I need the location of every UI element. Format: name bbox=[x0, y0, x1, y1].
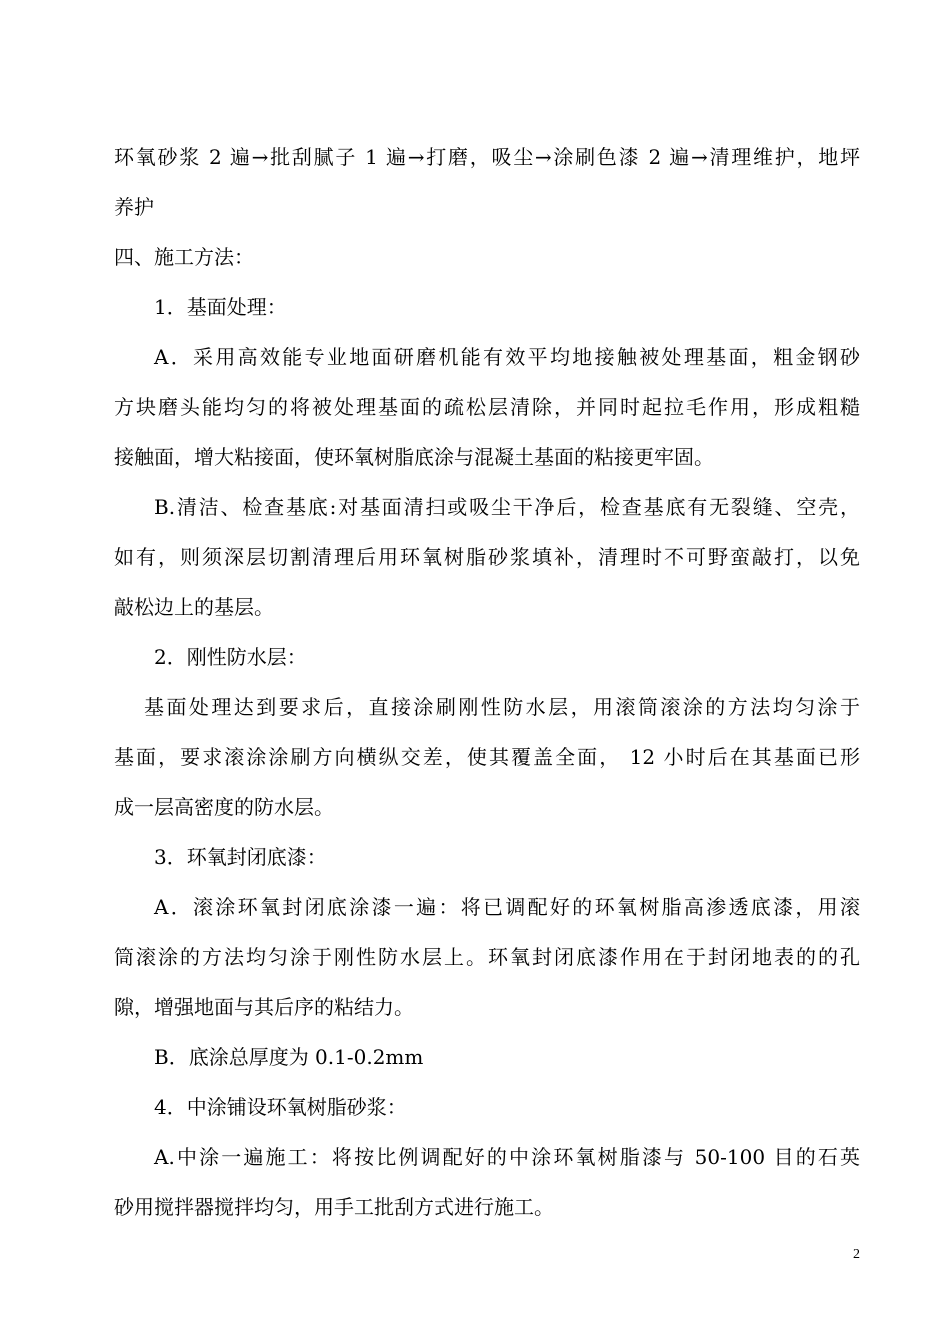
body-text-line: 方块磨头能均匀的将被处理基面的疏松层清除，并同时起拉毛作用，形成粗糙 bbox=[114, 395, 860, 419]
body-text-line: 砂用搅拌器搅拌均匀，用手工批刮方式进行施工。 bbox=[114, 1195, 554, 1219]
body-text-line: 基面，要求滚涂涂刷方向横纵交差，使其覆盖全面， 12 小时后在其基面已形 bbox=[114, 745, 860, 769]
body-text-line: 养护 bbox=[114, 195, 154, 219]
body-text-line: 环氧砂浆 2 遍→批刮腻子 1 遍→打磨，吸尘→涂刷色漆 2 遍→清理维护，地坪 bbox=[114, 145, 860, 169]
body-text-line: 筒滚涂的方法均匀涂于刚性防水层上。环氧封闭底漆作用在于封闭地表的的孔 bbox=[114, 945, 860, 969]
body-text-line: B．底涂总厚度为 0.1-0.2mm bbox=[154, 1045, 424, 1069]
subsection-heading: 4．中涂铺设环氧树脂砂浆： bbox=[154, 1095, 407, 1119]
body-text-line: 如有，则须深层切割清理后用环氧树脂砂浆填补，清理时不可野蛮敲打，以免 bbox=[114, 545, 860, 569]
page-number: 2 bbox=[853, 1247, 860, 1262]
body-text-line: A．滚涂环氧封闭底涂漆一遍：将已调配好的环氧树脂高渗透底漆，用滚 bbox=[154, 895, 860, 919]
section-heading: 四、施工方法： bbox=[114, 245, 254, 269]
subsection-heading: 2．刚性防水层： bbox=[154, 645, 307, 669]
body-text-line: B.清洁、检查基底:对基面清扫或吸尘干净后，检查基底有无裂缝、空壳， bbox=[154, 495, 860, 519]
subsection-heading: 1．基面处理： bbox=[154, 295, 287, 319]
body-text-line: 基面处理达到要求后，直接涂刷刚性防水层，用滚筒滚涂的方法均匀涂于 bbox=[144, 695, 860, 719]
body-text-line: 接触面，增大粘接面，使环氧树脂底涂与混凝土基面的粘接更牢固。 bbox=[114, 445, 714, 469]
body-text-line: 成一层高密度的防水层。 bbox=[114, 795, 334, 819]
subsection-heading: 3．环氧封闭底漆： bbox=[154, 845, 327, 869]
body-text-line: A.中涂一遍施工：将按比例调配好的中涂环氧树脂漆与 50-100 目的石英 bbox=[154, 1145, 860, 1169]
body-text-line: 隙，增强地面与其后序的粘结力。 bbox=[114, 995, 414, 1019]
body-text-line: 敲松边上的基层。 bbox=[114, 595, 274, 619]
body-text-line: A．采用高效能专业地面研磨机能有效平均地接触被处理基面，粗金钢砂 bbox=[154, 345, 860, 369]
